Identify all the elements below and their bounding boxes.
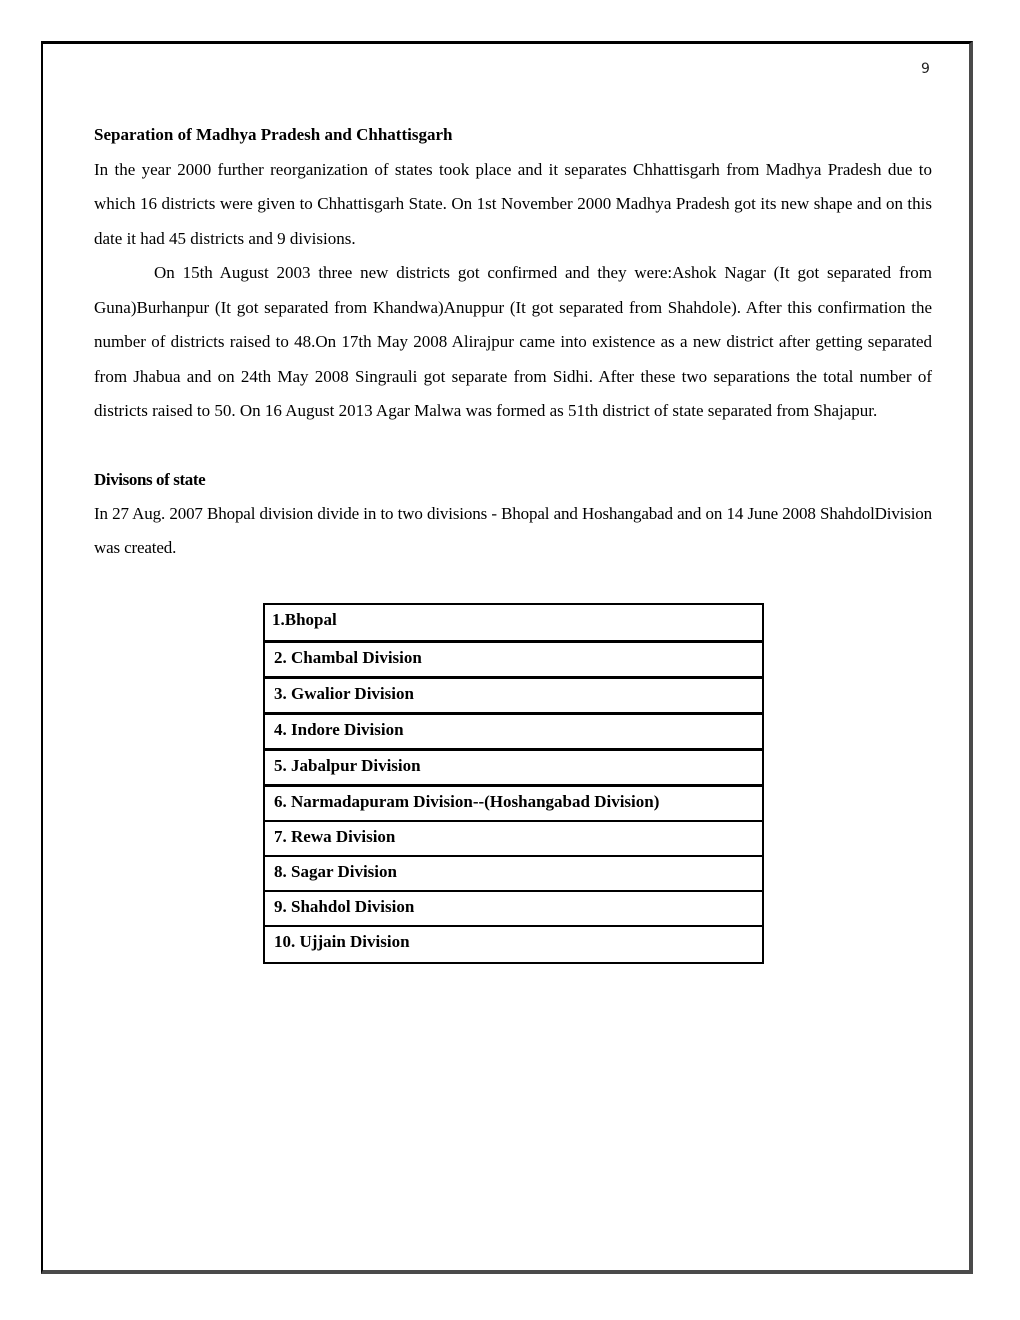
table-cell: 3. Gwalior Division [264, 678, 763, 714]
table-cell: 4. Indore Division [264, 714, 763, 750]
table-cell: 2. Chambal Division [264, 642, 763, 678]
section-heading-divisions: Divisons of state [94, 469, 206, 489]
section-heading-separation: Separation of Madhya Pradesh and Chhattisgarh [94, 125, 453, 144]
divisions-table [263, 603, 764, 964]
table-row [264, 714, 763, 750]
table-row [264, 856, 763, 891]
document-body [94, 118, 932, 565]
spacer [94, 429, 932, 463]
table-row [264, 891, 763, 926]
table-cell: 10. Ujjain Division [264, 926, 763, 963]
table-cell: 5. Jabalpur Division [264, 750, 763, 786]
table-cell: 8. Sagar Division [264, 856, 763, 891]
paragraph-new-districts: On 15th August 2003 three new districts got confirmed and they were:Ashok Nagar (It got separated from Guna)Burhanpur (It got separated from Khandwa)Anuppur (It got separated from Shahdole). After this confirmation the number of districts raised to 48.On 17th May 2008 Alirajpur came into existence as a new district after getting separated from Jhabua and on 24th May 2008 Singrauli got separate from Sidhi. After these two separations the total number of districts raised to 50. On 16 August 2013 Agar Malwa was formed as 51th district of state separated from Shajapur. [94, 263, 932, 420]
table-cell: 7. Rewa Division [264, 821, 763, 856]
table-row [264, 821, 763, 856]
table-row [264, 678, 763, 714]
table-cell: 9. Shahdol Division [264, 891, 763, 926]
paragraph-divisions: In 27 Aug. 2007 Bhopal division divide in to two divisions - Bhopal and Hoshangabad and on 14 June 2008 ShahdolDivision was created. [94, 503, 932, 557]
page-number: 9 [921, 61, 930, 77]
table-row [264, 786, 763, 822]
table-row [264, 750, 763, 786]
table-cell: 1.Bhopal [272, 610, 337, 629]
paragraph-reorganization: In the year 2000 further reorganization of states took place and it separates Chhattisgarh from Madhya Pradesh due to which 16 districts were given to Chhattisgarh State. On 1st November 2000 Madhya Pradesh got its new shape and on this date it had 45 districts and 9 divisions. [94, 159, 932, 248]
table-row [264, 604, 763, 642]
table-row [264, 642, 763, 678]
table-row [264, 926, 763, 963]
table-cell: 6. Narmadapuram Division--(Hoshangabad Division) [264, 786, 763, 822]
